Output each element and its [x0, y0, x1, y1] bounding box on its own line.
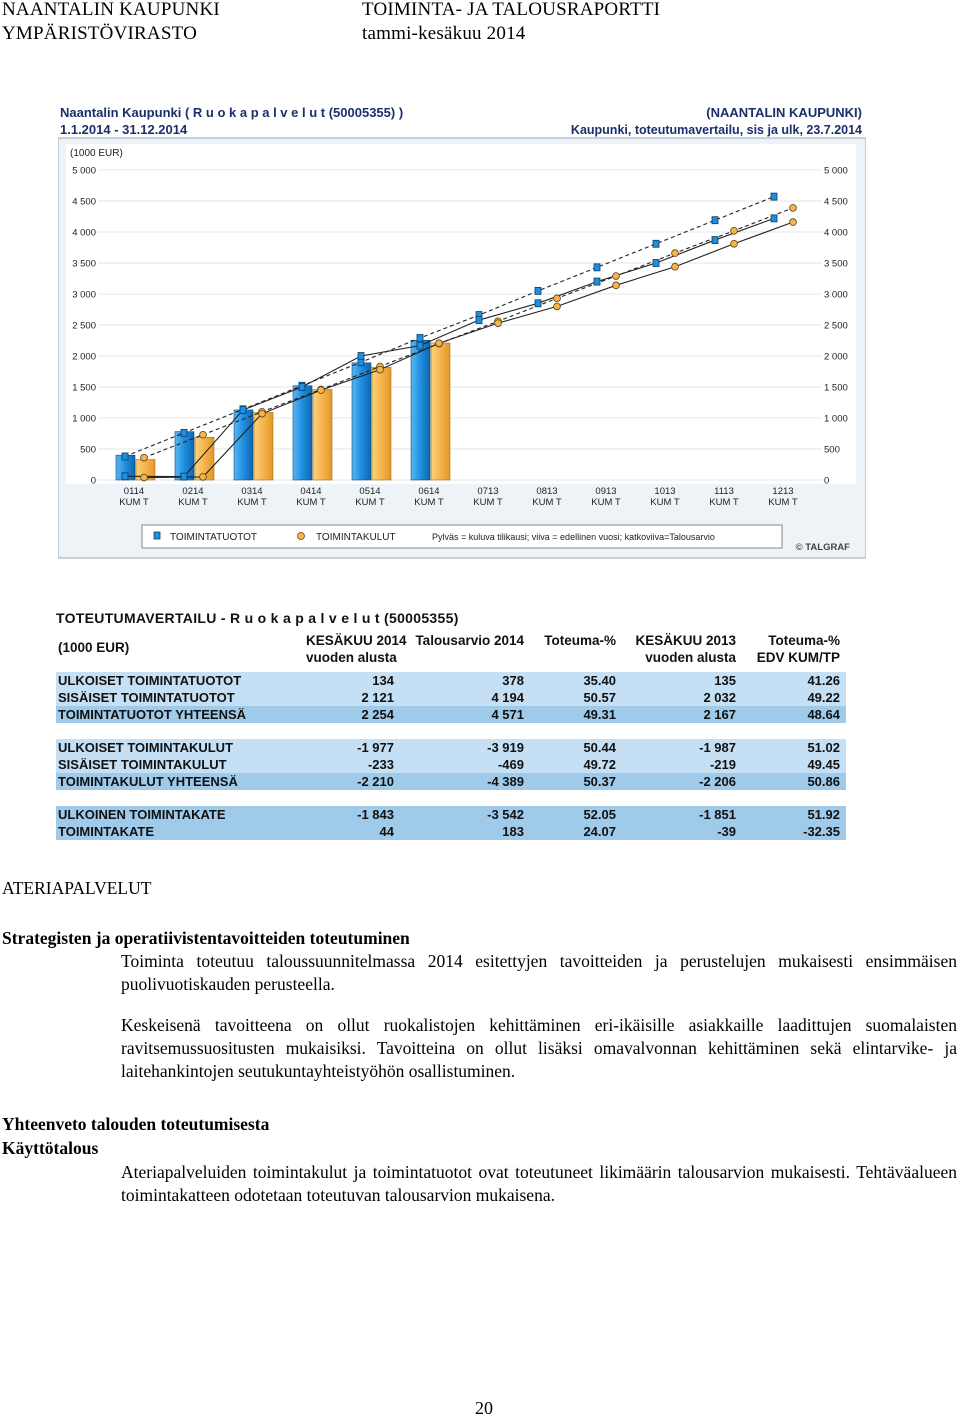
y-tick-label-right: 1 500: [824, 382, 848, 394]
table-unit: (1000 EUR): [58, 640, 130, 655]
legend-marker-kulut: [298, 533, 305, 540]
y-tick-label-right: 5 000: [824, 165, 848, 177]
budget-marker-tuotot: [122, 453, 128, 460]
chart-unit: (1000 EUR): [70, 148, 123, 159]
table-title: TOTEUTUMAVERTAILU - R u o k a p a l v e l u t (50005355): [56, 610, 459, 626]
table-row-total: TOIMINTATUOTOT YHTEENSÄ 2 254 4 571 49.31 2 167 48.64: [56, 706, 846, 723]
x-tick-label: 0514: [359, 486, 381, 497]
paragraph-1: Toiminta toteutuu taloussuunnitelmassa 2014 esitettyjen tavoitteiden ja perustelujen mukaisesti ensimmäisen puolivuotiskauden perusteella.: [121, 951, 957, 994]
budget-marker-kulut: [141, 454, 148, 461]
bar-toimintatuotot: [411, 340, 430, 480]
x-tick-label-sub: KUM T: [532, 497, 562, 508]
strategy-heading: Strategisten ja operatiivistentavoitteiden toteutuminen: [2, 928, 410, 948]
budget-marker-kulut: [731, 227, 738, 234]
table-header: [56, 632, 846, 672]
x-tick-label: 0314: [241, 486, 263, 497]
chart-title: Naantalin Kaupunki ( R u o k a p a l v e l u t (50005355) ): [60, 105, 404, 120]
x-tick-label: 0713: [477, 486, 499, 497]
legend-marker-tuotot: [154, 532, 160, 539]
bar-toimintakulut: [313, 389, 332, 480]
y-tick-label-right: 0: [824, 475, 830, 487]
budget-marker-tuotot: [771, 193, 777, 200]
x-tick-label-sub: KUM T: [355, 497, 385, 508]
y-tick-label-right: 3 500: [824, 258, 848, 270]
prev-year-marker-kulut: [436, 340, 443, 347]
x-tick-label-sub: KUM T: [119, 497, 149, 508]
page-number: 20: [475, 1398, 493, 1418]
budget-marker-kulut: [790, 204, 797, 211]
section-title: ATERIAPALVELUT: [2, 878, 152, 898]
x-tick-label: 1113: [714, 486, 734, 497]
prev-year-marker-tuotot: [771, 215, 777, 222]
x-tick-label: 0214: [182, 486, 204, 497]
x-tick-label-sub: KUM T: [709, 497, 739, 508]
prev-year-marker-kulut: [141, 474, 148, 481]
prev-year-marker-tuotot: [653, 260, 659, 267]
y-tick-label-right: 4 500: [824, 196, 848, 208]
budget-marker-kulut: [200, 431, 207, 438]
col-header-kesakuu-2014: KESÄKUU 2014 vuoden alusta: [306, 633, 407, 665]
x-tick-label-sub: KUM T: [414, 497, 444, 508]
col-header-toteuma-pct: Toteuma-%: [544, 633, 616, 648]
x-tick-label-sub: KUM T: [473, 497, 503, 508]
chart-figure: [58, 100, 866, 564]
paragraph-2: Keskeisenä tavoitteena on ollut ruokalistojen kehittäminen eri-ikäisille asiakkaille laadittujen suomalaisten ravitsemussuositusten mukaisiksi. Tavoitteina on ollut lisäksi omavalvonnan kehittäminen sekä elintarvike- ja laitehankintojen seutukuntayhteistyöhön osallistuminen.: [121, 1015, 957, 1081]
col-header-toteuma-pct-edv: Toteuma-% EDV KUM/TP: [756, 633, 840, 665]
x-tick-label: 1013: [654, 486, 676, 497]
table-row-total: TOIMINTAKULUT YHTEENSÄ -2 210 -4 389 50.37 -2 206 50.86: [56, 773, 846, 790]
chart-date-range: 1.1.2014 - 31.12.2014: [60, 122, 188, 137]
x-tick-label-sub: KUM T: [768, 497, 798, 508]
y-tick-label-left: 3 000: [72, 289, 96, 301]
bar-toimintakulut: [431, 343, 450, 480]
budget-marker-tuotot: [594, 264, 600, 271]
table-row-total: ULKOINEN TOIMINTAKATE -1 843 -3 542 52.05 -1 851 51.92: [56, 806, 846, 823]
comparison-table: [56, 608, 846, 840]
prev-year-marker-tuotot: [594, 278, 600, 285]
prev-year-marker-tuotot: [181, 473, 187, 480]
prev-year-marker-kulut: [790, 219, 797, 226]
y-tick-label-left: 500: [80, 444, 96, 456]
prev-year-marker-kulut: [377, 366, 384, 373]
municipality-name: NAANTALIN KAUPUNKI: [2, 0, 220, 20]
y-tick-label-left: 2 000: [72, 351, 96, 363]
table-row-total: TOIMINTAKATE 44 183 24.07 -39 -32.35: [56, 823, 846, 840]
y-tick-label-left: 2 500: [72, 320, 96, 332]
prev-year-marker-tuotot: [535, 300, 541, 307]
col-header-kesakuu-2013: KESÄKUU 2013 vuoden alusta: [635, 633, 736, 665]
y-tick-label-left: 3 500: [72, 258, 96, 270]
x-tick-label: 0614: [418, 486, 440, 497]
report-title: TOIMINTA- JA TALOUSRAPORTTI: [362, 0, 661, 20]
prev-year-marker-kulut: [613, 282, 620, 289]
header-left: [2, 0, 220, 46]
legend-note: Pylväs = kuluva tilikausi; viiva = edellinen vuosi; katkoviiva=Talousarvio: [432, 532, 715, 542]
chart-svg: [58, 100, 866, 564]
y-tick-label-left: 5 000: [72, 165, 96, 177]
y-tick-label-right: 1 000: [824, 413, 848, 425]
prev-year-marker-tuotot: [122, 473, 128, 480]
report-period: tammi-kesäkuu 2014: [362, 23, 526, 44]
budget-marker-kulut: [672, 250, 679, 257]
prev-year-marker-tuotot: [240, 406, 246, 413]
prev-year-marker-kulut: [495, 320, 502, 327]
y-tick-label-right: 2 500: [824, 320, 848, 332]
x-tick-label: 0813: [536, 486, 558, 497]
x-tick-label: 0913: [595, 486, 617, 497]
budget-marker-kulut: [613, 273, 620, 280]
budget-marker-tuotot: [417, 335, 423, 342]
y-tick-label-right: 500: [824, 444, 840, 456]
x-tick-label-sub: KUM T: [591, 497, 621, 508]
prev-year-marker-tuotot: [358, 353, 364, 360]
legend-label-tuotot: TOIMINTATUOTOT: [170, 532, 258, 543]
col-header-talousarvio-2014: Talousarvio 2014: [415, 633, 524, 648]
summary-heading: Yhteenveto talouden toteutumisesta: [2, 1114, 270, 1134]
prev-year-marker-tuotot: [712, 237, 718, 244]
budget-marker-tuotot: [535, 287, 541, 294]
budget-marker-tuotot: [712, 217, 718, 224]
bar-toimintakulut: [254, 412, 273, 480]
x-tick-label-sub: KUM T: [237, 497, 267, 508]
y-tick-label-left: 4 000: [72, 227, 96, 239]
chart-title-right: (NAANTALIN KAUPUNKI): [706, 105, 862, 120]
prev-year-marker-kulut: [318, 387, 325, 394]
header-right: [362, 0, 660, 46]
paragraph-3: Ateriapalveluiden toimintakulut ja toimintatuotot ovat toteutuneet likimäärin talousarvion mukaisesti. Tehtäväalueen toimintakatteen odotetaan toteutuvan talousarvion mukaisena.: [121, 1162, 957, 1205]
chart-copyright: © TALGRAF: [795, 542, 850, 553]
budget-marker-kulut: [554, 295, 561, 302]
prev-year-marker-kulut: [259, 410, 266, 417]
chart-subtitle-right: Kaupunki, toteutumavertailu, sis ja ulk, 23.7.2014: [570, 123, 862, 137]
table-row: ULKOISET TOIMINTATUOTOT 134 378 35.40 135 41.26: [56, 672, 846, 689]
y-tick-label-right: 3 000: [824, 289, 848, 301]
prev-year-marker-tuotot: [299, 384, 305, 391]
y-tick-label-left: 4 500: [72, 196, 96, 208]
table-row: SISÄISET TOIMINTATUOTOT 2 121 4 194 50.57 2 032 49.22: [56, 689, 846, 706]
x-tick-label-sub: KUM T: [178, 497, 208, 508]
legend-label-kulut: TOIMINTAKULUT: [316, 532, 396, 543]
y-tick-label-right: 2 000: [824, 351, 848, 363]
budget-heading: Käyttötalous: [2, 1138, 99, 1158]
bar-toimintakulut: [372, 367, 391, 480]
prev-year-marker-kulut: [731, 240, 738, 247]
prev-year-marker-tuotot: [417, 342, 423, 349]
x-tick-label-sub: KUM T: [296, 497, 326, 508]
budget-marker-tuotot: [181, 429, 187, 436]
table-row: SISÄISET TOIMINTAKULUT -233 -469 49.72 -219 49.45: [56, 756, 846, 773]
bar-toimintatuotot: [352, 363, 371, 480]
prev-year-marker-kulut: [672, 263, 679, 270]
y-tick-label-left: 1 000: [72, 413, 96, 425]
y-tick-label-left: 1 500: [72, 382, 96, 394]
prev-year-marker-tuotot: [476, 317, 482, 324]
department-name: YMPÄRISTÖVIRASTO: [2, 23, 197, 44]
bar-toimintatuotot: [234, 410, 253, 480]
x-tick-label: 0414: [300, 486, 322, 497]
prev-year-marker-kulut: [554, 303, 561, 310]
x-tick-label: 1213: [772, 486, 794, 497]
x-tick-label-sub: KUM T: [650, 497, 680, 508]
x-tick-label: 0114: [123, 486, 145, 497]
prev-year-marker-kulut: [200, 474, 207, 481]
budget-marker-tuotot: [653, 240, 659, 247]
y-tick-label-right: 4 000: [824, 227, 848, 239]
y-tick-label-left: 0: [90, 475, 96, 487]
table-row: ULKOISET TOIMINTAKULUT -1 977 -3 919 50.44 -1 987 51.02: [56, 739, 846, 756]
